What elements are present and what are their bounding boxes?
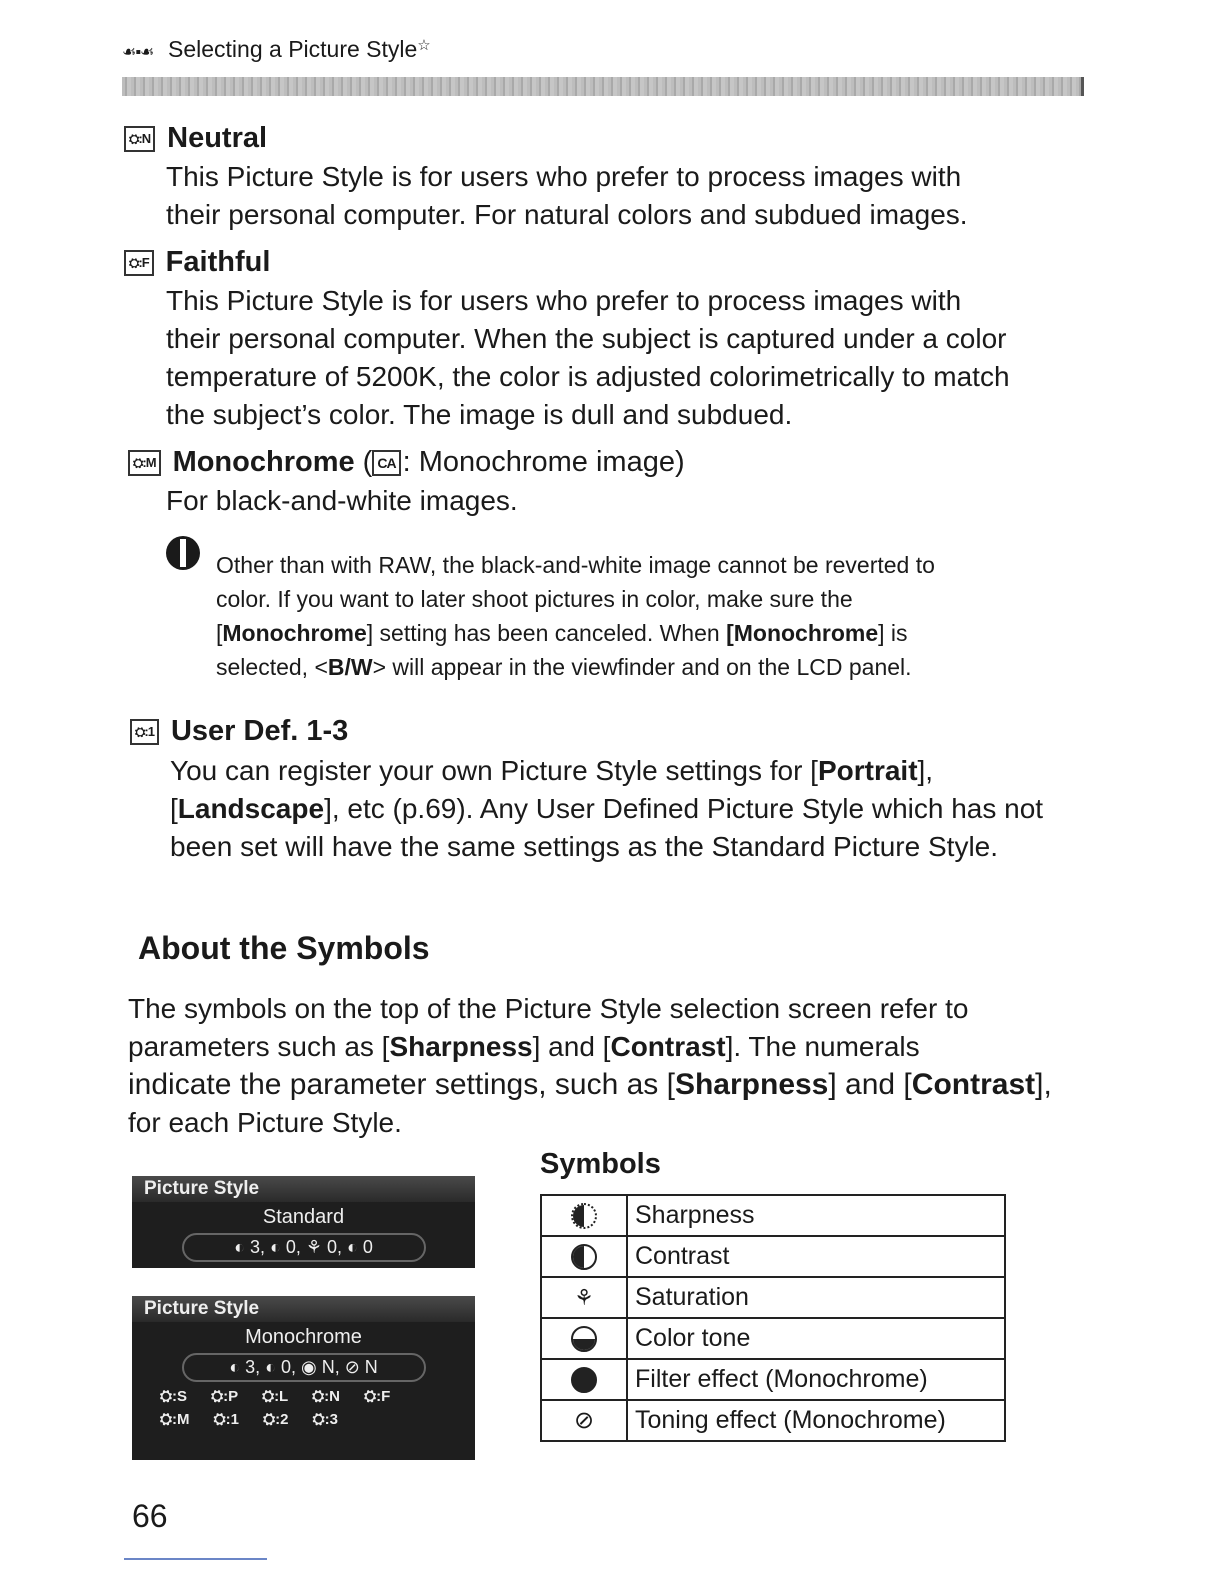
contrast-icon [571, 1244, 597, 1270]
toning-effect-icon: ⊘ [573, 1407, 595, 1434]
neutral-desc: This Picture Style is for users who prefer to process images with their personal computer. For natural colors and subdued images. [166, 161, 968, 230]
monochrome-desc: For black-and-white images. [166, 485, 518, 516]
color-tone-icon [571, 1326, 597, 1352]
picture-style-icon: ☙▪☙ [122, 44, 154, 61]
caution-note: Other than with RAW, the black-and-white image cannot be reverted to color. If you want to later shoot pictures in color, make sure the [Monochrome] setting has been canceled. When [Monochrome] is selected, <B/W> will appear in the viewfinder and on the LCD panel. [216, 552, 935, 680]
creative-auto-icon: CA [372, 450, 400, 476]
table-row: Contrast [541, 1236, 1005, 1277]
table-row: ⊘ Toning effect (Monochrome) [541, 1400, 1005, 1441]
style-icon-row-1: ⛭:S ⛭:P ⛭:L ⛭:N ⛭:F [160, 1388, 391, 1405]
lcd-standard-screen: Picture Style Standard ◐ 3, ◐ 0, ⚘ 0, ◐ 0 [132, 1176, 475, 1268]
about-body: The symbols on the top of the Picture Style selection screen refer to parameters such as [Sharpness] and [Contrast]. The numerals indicate the parameter settings, such as [Sharpness] and [Contrast], for each Picture Style. [128, 993, 1052, 1138]
saturation-icon: ⚘ [574, 1285, 594, 1310]
neutral-heading: ⛭:N Neutral [124, 122, 267, 155]
monochrome-style-icon: ⛭:M [128, 450, 161, 476]
filter-effect-icon [571, 1367, 597, 1393]
faithful-style-icon: ⛭:F [124, 250, 154, 276]
header-bar [122, 77, 1084, 96]
sharpness-icon [571, 1203, 597, 1229]
monochrome-heading: ⛭:M Monochrome ( CA : Monochrome image) [128, 446, 685, 479]
header-title: Selecting a Picture Style [168, 36, 418, 62]
symbols-table [540, 1194, 1006, 1442]
faithful-desc: This Picture Style is for users who prefer to process images with their personal computer. When the subject is captured under a color temperature of 5200K, the color is adjusted colorimetrically to match the subject’s color. The image is dull and subdued. [166, 285, 1010, 430]
page-rule [124, 1558, 267, 1560]
star-icon: ☆ [417, 37, 431, 54]
faithful-heading: ⛭:F Faithful [124, 246, 270, 279]
style-icon-row-2: ⛭:M ⛭:1 ⛭:2 ⛭:3 [160, 1411, 339, 1428]
caution-icon [166, 536, 200, 570]
page-number: 66 [132, 1498, 168, 1534]
neutral-style-icon: ⛭:N [124, 126, 155, 152]
table-row: Filter effect (Monochrome) [541, 1359, 1005, 1400]
section-title: About the Symbols [138, 930, 430, 966]
table-row: Color tone [541, 1318, 1005, 1359]
userdef-heading: ⛭:1 User Def. 1-3 [130, 715, 348, 748]
table-row: ⚘ Saturation [541, 1277, 1005, 1318]
symbols-title: Symbols [540, 1148, 661, 1180]
userdef-desc: You can register your own Picture Style settings for [Portrait], [Landscape], etc (p.69). Any User Defined Picture Style which has not been set will have the same settings as the Standard Picture Style. [170, 755, 1044, 862]
page-header [122, 36, 431, 63]
userdef-style-icon: ⛭:1 [130, 719, 159, 745]
lcd-monochrome-screen: Picture Style Monochrome ◐ 3, ◐ 0, ◉ N, ⊘ N ⛭:S ⛭:P ⛭:L ⛭:N ⛭:F ⛭:M ⛭:1 ⛭:2 ⛭:3 [132, 1296, 475, 1460]
table-row: Sharpness [541, 1195, 1005, 1236]
